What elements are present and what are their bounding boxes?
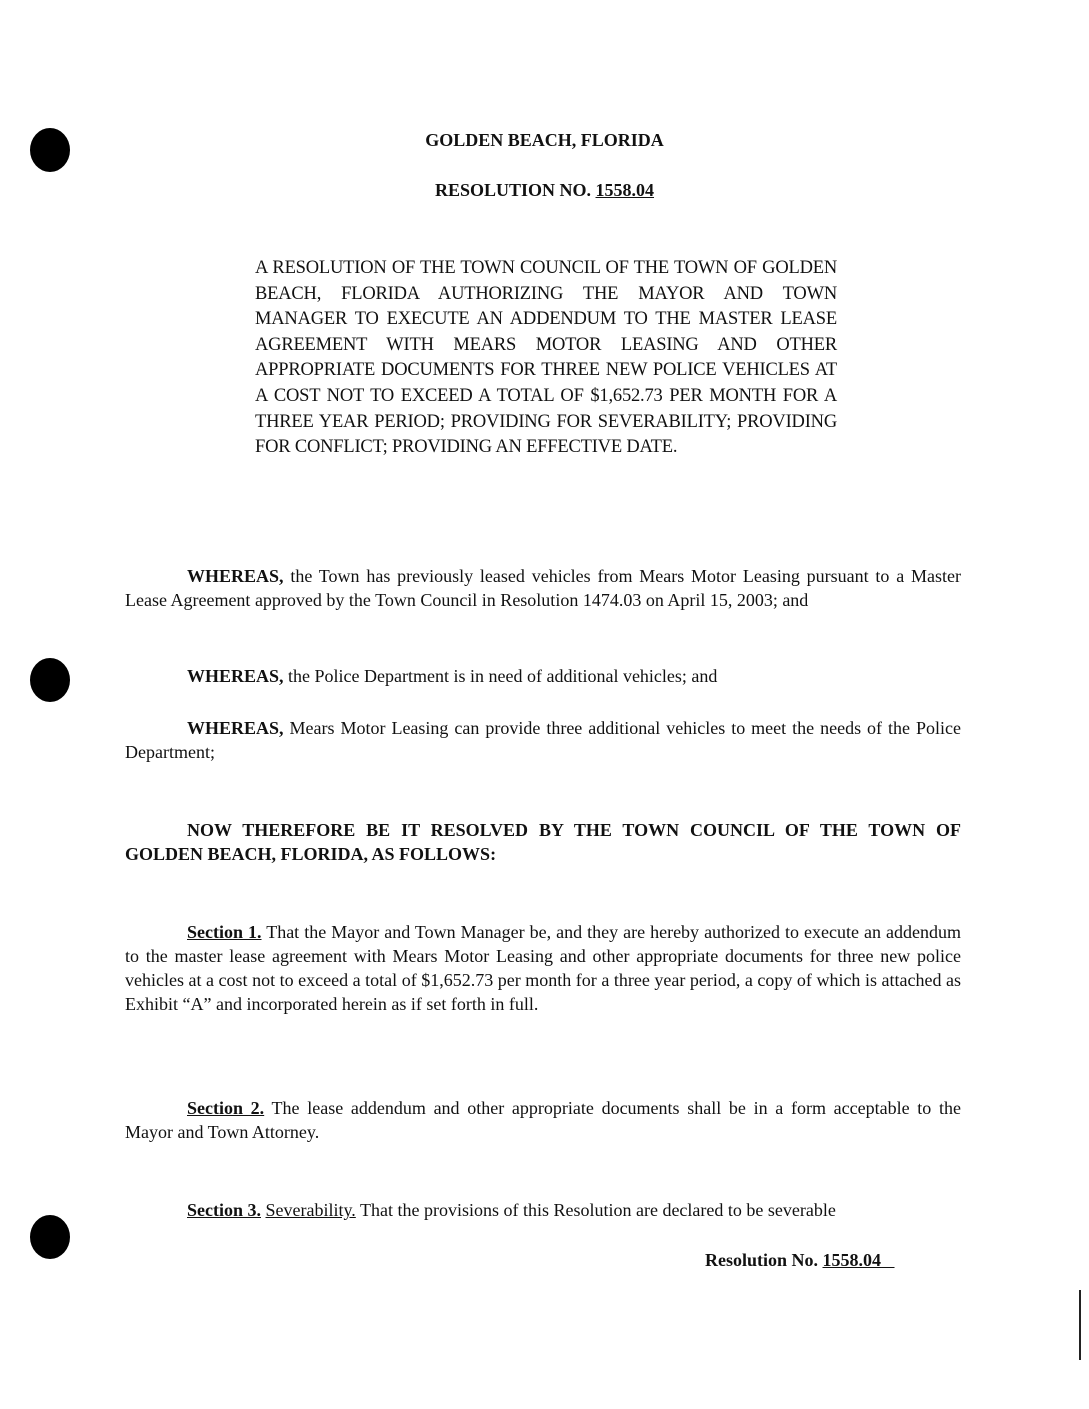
- section-label: Section 3.: [187, 1200, 261, 1220]
- resolution-abstract: A RESOLUTION OF THE TOWN COUNCIL OF THE TOWN OF GOLDEN BEACH, FLORIDA AUTHORIZING THE MAYOR AND TOWN MANAGER TO EXECUTE AN ADDENDUM TO THE MASTER LEASE AGREEMENT WITH MEARS MOTOR LEASING AND OTHER APPROPRIATE DOCUMENTS FOR THREE NEW POLICE VEHICLES AT A COST NOT TO EXCEED A TOTAL OF $1,652.73 PER MONTH FOR A THREE YEAR PERIOD; PROVIDING FOR SEVERABILITY; PROVIDING FOR CONFLICT; PROVIDING AN EFFECTIVE DATE.: [255, 258, 837, 458]
- whereas-paragraph-2: [125, 664, 961, 688]
- resolution-label: RESOLUTION NO.: [434, 180, 596, 200]
- whereas-text: Mears Motor Leasing can provide three additional vehicles to meet the needs of the Police Department;: [125, 718, 961, 762]
- resolution-number-heading: [0, 180, 1089, 201]
- section-text: That the Mayor and Town Manager be, and they are hereby authorized to execute an addendum to the master lease agreement with Mears Motor Leasing and other appropriate documents for three new police vehicles at a cost not to exceed a total of $1,652.73 per month for a three year period, a copy of which is attached as Exhibit “A” and incorporated herein as if set forth in full.: [125, 922, 962, 1014]
- footer-number: 1558.04: [822, 1250, 882, 1270]
- whereas-text: the Town has previously leased vehicles from Mears Motor Leasing pursuant to a Master Lease Agreement approved by the Town Council in Resolution 1474.03 on April 15, 2003; and: [125, 566, 961, 610]
- section-heading: Severability.: [265, 1200, 356, 1220]
- whereas-lead: WHEREAS,: [187, 718, 284, 738]
- whereas-paragraph-1: [125, 564, 961, 612]
- section-label: Section 1.: [187, 922, 262, 942]
- punch-hole: [30, 1215, 70, 1259]
- footer-resolution-number: [705, 1250, 895, 1271]
- section-text: That the provisions of this Resolution are declared to be severable: [355, 1200, 836, 1220]
- whereas-text: the Police Department is in need of additional vehicles; and: [283, 666, 718, 686]
- whereas-lead: WHEREAS,: [187, 666, 284, 686]
- section-3: [125, 1198, 961, 1222]
- punch-hole: [30, 658, 70, 702]
- section-label: Section 2.: [187, 1098, 265, 1118]
- resolution-number: 1558.04: [595, 180, 655, 200]
- document-title: GOLDEN BEACH, FLORIDA: [425, 130, 664, 150]
- section-1: [125, 920, 961, 1016]
- section-text: The lease addendum and other appropriate documents shall be in a form acceptable to the Mayor and Town Attorney.: [125, 1098, 961, 1142]
- whereas-paragraph-3: [125, 716, 961, 764]
- whereas-lead: WHEREAS,: [187, 566, 284, 586]
- section-2: [125, 1096, 961, 1144]
- now-therefore-clause: NOW THEREFORE BE IT RESOLVED BY THE TOWN COUNCIL OF THE TOWN OF GOLDEN BEACH, FLORIDA, AS FOLLOWS:: [125, 820, 961, 864]
- scan-edge-line: [1079, 1290, 1081, 1360]
- footer-label: Resolution No.: [705, 1250, 823, 1270]
